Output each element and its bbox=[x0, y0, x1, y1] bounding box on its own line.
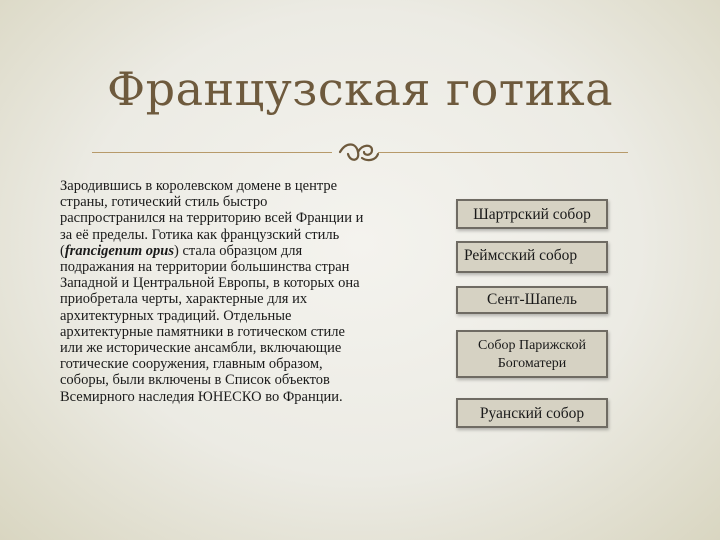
title-rule-right bbox=[378, 152, 628, 153]
body-emphasis: francigenum opus bbox=[64, 242, 175, 259]
body-text-part1: Зародившись в королевском домене в центре страны, готический стиль быстро распространился на территорию всей Франции и за её пределы. Готика как французский стиль ( bbox=[60, 178, 364, 259]
box-label: Руанский собор bbox=[479, 405, 585, 422]
box-label: Собор Парижской Богоматери bbox=[478, 338, 586, 371]
cathedral-box-sainte-chapelle[interactable] bbox=[456, 286, 608, 314]
cathedral-box-notre-dame[interactable] bbox=[456, 330, 608, 378]
box-label: Сент-Шапель bbox=[487, 291, 577, 308]
cathedral-box-rouen[interactable] bbox=[456, 398, 608, 428]
title-rule-left bbox=[92, 152, 332, 153]
box-label: Реймсский собор bbox=[464, 247, 578, 264]
cathedral-box-reims[interactable] bbox=[456, 241, 608, 273]
slide-title: Французская готика bbox=[106, 62, 614, 116]
body-text-part2: ) стала образцом для подражания на территории большинства стран Западной и Центральной Европы, в которых она приобретала черты, характерные для их архитектурных традиций. Отдельные архитектурные памятники в готическом стиле или же исторические ансамбли, включающие готические сооружения, главным образом, соборы, были включены в Список объектов Всемирного наследия ЮНЕСКО во Франции. bbox=[60, 242, 360, 405]
body-paragraph bbox=[60, 178, 366, 405]
box-label: Шартрский собор bbox=[473, 206, 591, 223]
cathedral-box-chartres[interactable] bbox=[456, 199, 608, 229]
flourish-icon bbox=[336, 136, 382, 168]
